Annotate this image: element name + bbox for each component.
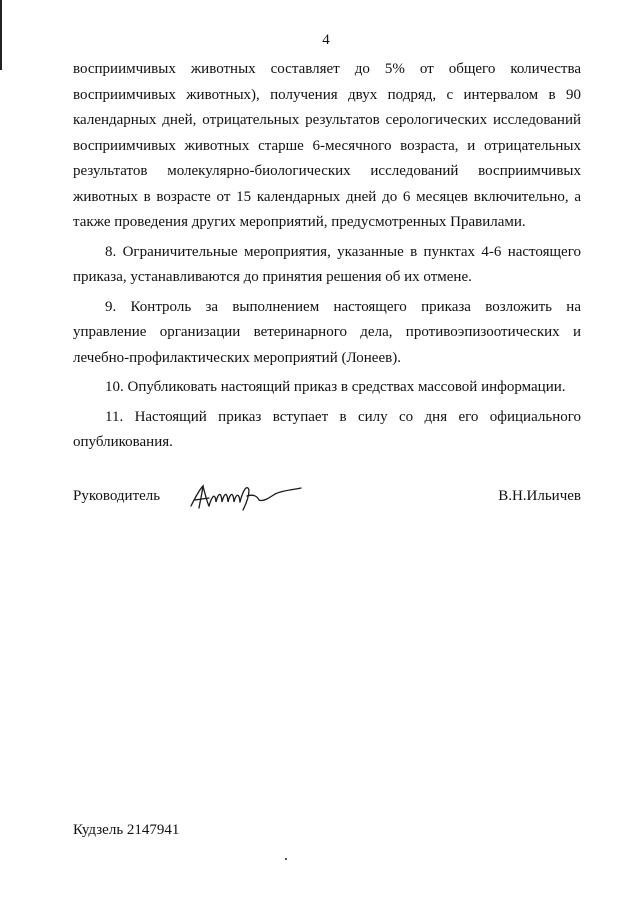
- document-body: [73, 57, 581, 456]
- signatory-name: В.Н.Ильичев: [498, 488, 581, 504]
- executor-note: Кудзель 2147941: [73, 822, 180, 838]
- handwritten-signature: [185, 476, 305, 516]
- paragraph-item-10: 10. Опубликовать настоящий приказ в средствах массовой информации.: [105, 379, 566, 395]
- paragraph-item-11: 11. Настоящий приказ вступает в силу со дня его официального опубликования.: [73, 408, 581, 450]
- scan-speck: [285, 858, 287, 860]
- signatory-title: Руководитель: [73, 488, 161, 504]
- paragraph-continuation: восприимчивых животных составляет до 5% от общего количества восприимчивых животных), получения двух подряд, с интервалом в 90 календарных дней, отрицательных результатов серологических исследований восприимчивых животных старше 6-месячного возраста, и отрицательных результатов молекулярно-биологических исследований восприимчивых животных в возрасте от 15 календарных дней до 6 месяцев включительно, а также проведения других мероприятий, предусмотренных Правилами.: [73, 61, 581, 230]
- signature-block: [73, 488, 581, 518]
- paragraph-item-8: 8. Ограничительные мероприятия, указанные в пунктах 4-6 настоящего приказа, устанавливаются до принятия решения об их отмене.: [73, 243, 581, 285]
- page-number: 4: [322, 32, 330, 48]
- paragraph-item-9: 9. Контроль за выполнением настоящего приказа возложить на управление организации ветеринарного дела, противоэпизоотических и лечебно-профилактических мероприятий (Лонеев).: [73, 298, 581, 366]
